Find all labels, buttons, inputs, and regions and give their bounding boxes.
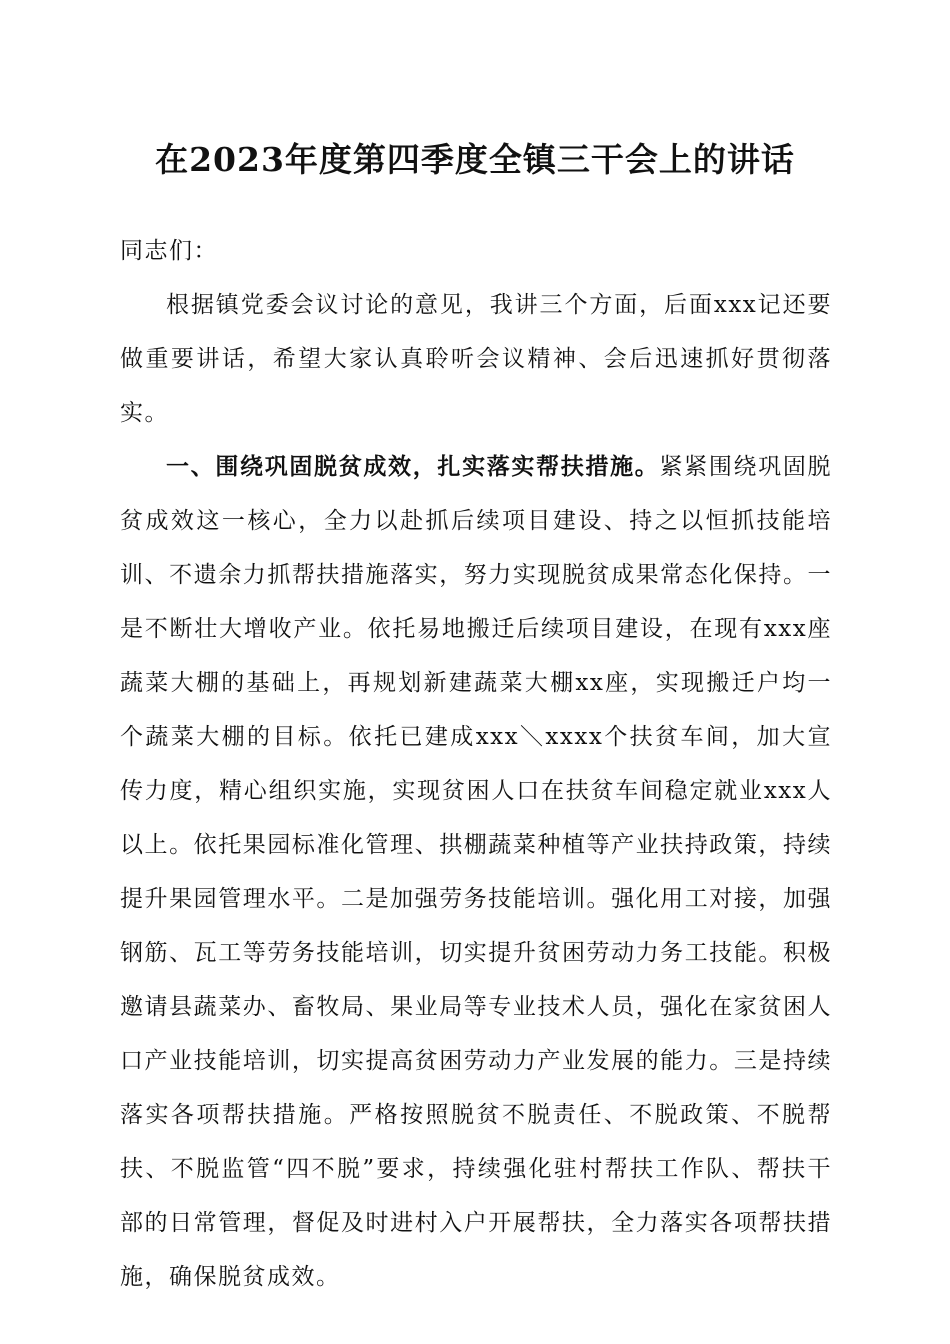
section-1-paragraph [120,440,832,1304]
document-body [120,224,832,1304]
document-title: 在2023年度第四季度全镇三干会上的讲话 [155,140,795,179]
section-1-heading: 一、围绕巩固脱贫成效，扎实落实帮扶措施。 [166,453,660,480]
salutation: 同志们： [120,238,218,264]
intro-paragraph: 根据镇党委会议讨论的意见，我讲三个方面，后面xxx记还要做重要讲话，希望大家认真聆听会议精神、会后迅速抓好贯彻落实。 [120,292,832,426]
section-1-body: 紧紧围绕巩固脱贫成效这一核心，全力以赴抓后续项目建设、持之以恒抓技能培训、不遗余力抓帮扶措施落实，努力实现脱贫成果常态化保持。一是不断壮大增收产业。依托易地搬迁后续项目建设，在现有xxx座蔬菜大棚的基础上，再规划新建蔬菜大棚xx座，实现搬迁户均一个蔬菜大棚的目标。依托已建成xxx＼xxxx个扶贫车间，加大宣传力度，精心组织实施，实现贫困人口在扶贫车间稳定就业xxx人以上。依托果园标准化管理、拱棚蔬菜种植等产业扶持政策，持续提升果园管理水平。二是加强劳务技能培训。强化用工对接，加强钢筋、瓦工等劳务技能培训，切实提升贫困劳动力务工技能。积极邀请县蔬菜办、畜牧局、果业局等专业技术人员，强化在家贫困人口产业技能培训，切实提高贫困劳动力产业发展的能力。三是持续落实各项帮扶措施。严格按照脱贫不脱责任、不脱政策、不脱帮扶、不脱监管“四不脱”要求，持续强化驻村帮扶工作队、帮扶干部的日常管理，督促及时进村入户开展帮扶，全力落实各项帮扶措施，确保脱贫成效。 [120,454,833,1290]
